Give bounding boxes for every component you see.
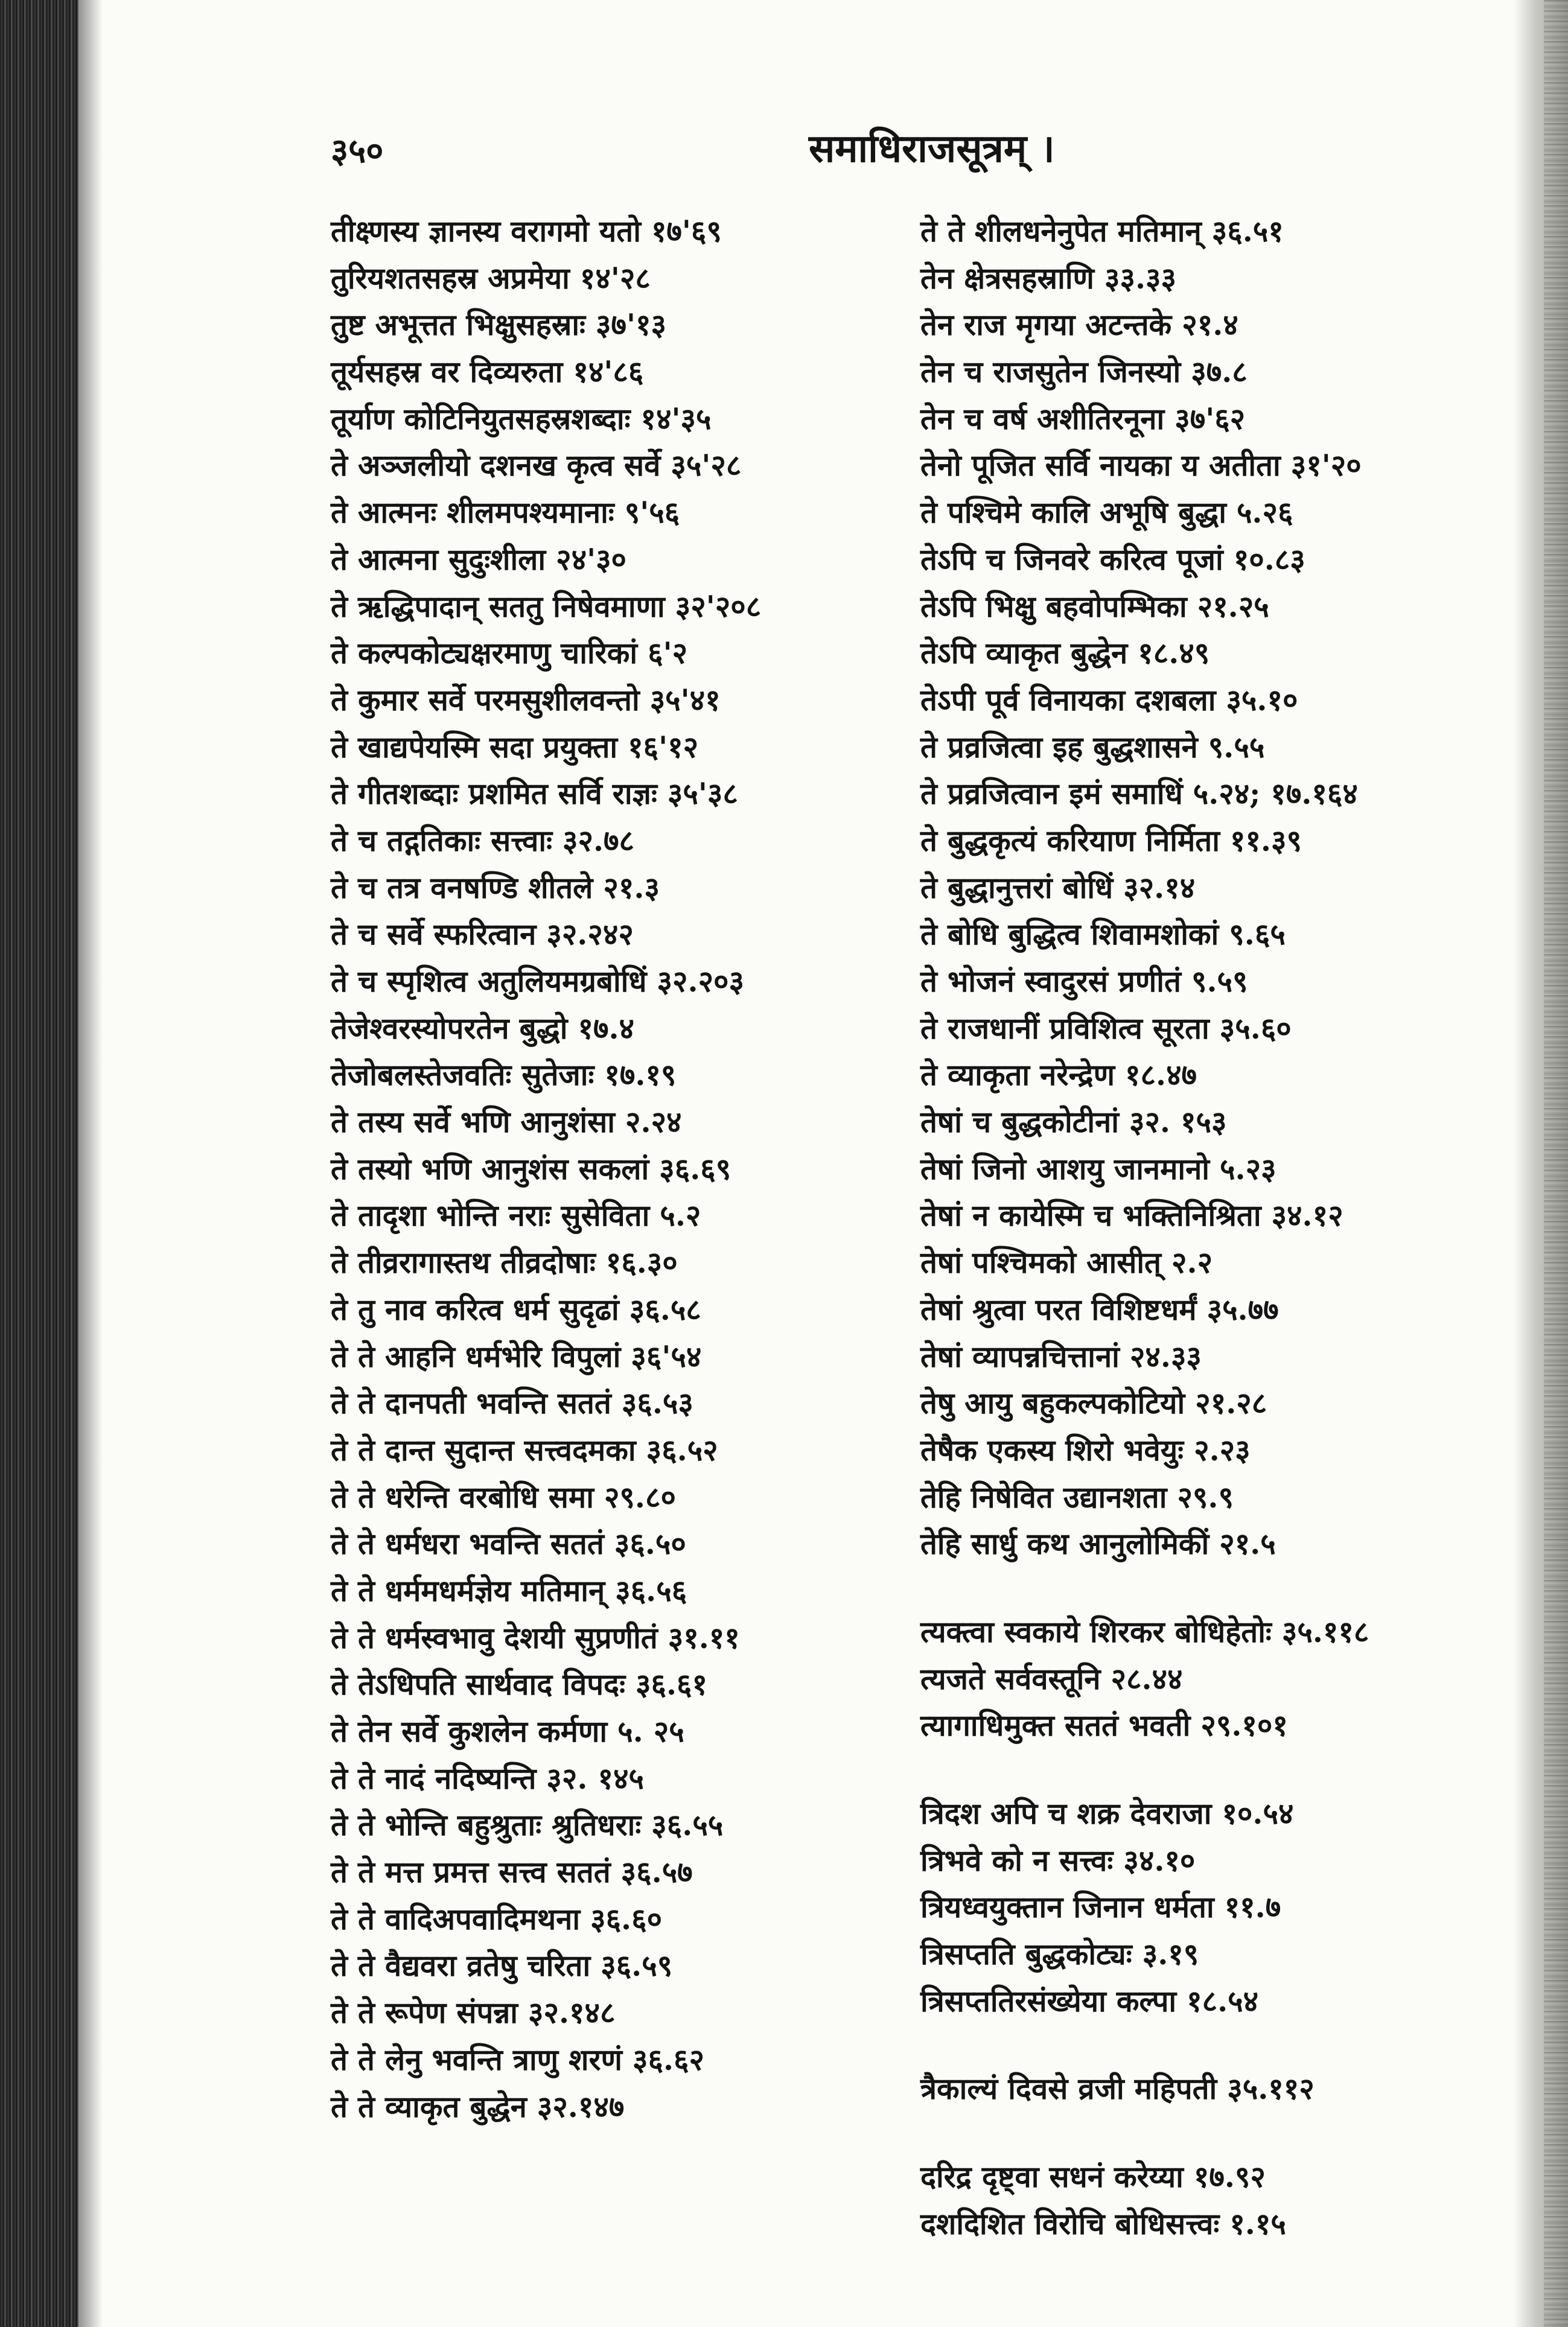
index-entry: तेन च वर्ष अशीतिरनूना ३७'६२ [920, 401, 1246, 436]
index-entry: ते भोजनं स्वादुरसं प्रणीतं ९.५९ [920, 964, 1248, 999]
group-separator [920, 1568, 1524, 1609]
index-entry: तुष्ट अभूत्तत भिक्षुसहस्राः ३७'१३ [331, 307, 666, 343]
index-entry: ते ते मत्त प्रमत्त सत्त्व सततं ३६.५७ [331, 1854, 693, 1890]
scan-right-texture [1544, 0, 1568, 2327]
index-entry: ते ते धर्मस्वभावु देशयी सुप्रणीतं ३१.११ [331, 1620, 740, 1655]
index-entry: ते तादृशा भोन्ति नराः सुसेविता ५.२ [331, 1198, 701, 1234]
index-entry: ते तेऽधिपति सार्थवाद विपदः ३६.६१ [331, 1667, 708, 1702]
index-entry: त्रिदश अपि च शक्र देवराजा १०.५४ [920, 1796, 1294, 1831]
index-entry: ते आत्मना सुदुःशीला २४'३० [331, 541, 627, 577]
index-entry: तेऽपि च जिनवरे करित्व पूजां १०.८३ [920, 541, 1305, 577]
index-column-right [920, 208, 1524, 2248]
index-entry: ते पश्चिमे कालि अभूषि बुद्धा ५.२६ [920, 495, 1293, 530]
scan-left-shadow [78, 0, 103, 2327]
group-separator [920, 2025, 1524, 2066]
index-entry: तूर्यसहस्र वर दिव्यरुता १४'८६ [331, 354, 644, 390]
index-entry: ते ते नादं नदिष्यन्ति ३२. १४५ [331, 1760, 644, 1796]
index-entry: ते ते भोन्ति बहुश्रुताः श्रुतिधराः ३६.५५ [331, 1807, 724, 1843]
index-entry: ते आत्मनः शीलमपश्यमानाः ९'५६ [331, 495, 680, 530]
index-entry: ते ते धर्मधरा भवन्ति सततं ३६.५० [331, 1526, 686, 1562]
index-entry: ते तस्यो भणि आनुशंस सकलां ३६.६९ [331, 1151, 731, 1186]
index-entry: तुरियशतसहस्र अप्रमेया १४'२८ [331, 260, 651, 296]
index-entry: तेषां न कायेस्मि च भक्तिनिश्रिता ३४.१२ [920, 1198, 1343, 1234]
index-entry: ते तस्य सर्वे भणि आनुशंसा २.२४ [331, 1104, 682, 1140]
index-entry: ते ते लेनु भवन्ति त्राणु शरणं ३६.६२ [331, 2042, 704, 2077]
scan-left-edge [0, 0, 78, 2327]
index-entry: ते तु नाव करित्व धर्म सुदृढां ३६.५८ [331, 1291, 701, 1327]
index-entry: तेषां व्यापन्नचित्तानां २४.३३ [920, 1339, 1202, 1374]
group-separator [920, 1749, 1524, 1791]
index-entry: ते अञ्जलीयो दशनख कृत्व सर्वे ३५'२८ [331, 448, 742, 483]
index-entry: दरिद्र दृष्ट्वा सधनं करेय्या १७.९२ [920, 2159, 1266, 2195]
index-entry: ते तेन सर्वे कुशलेन कर्मणा ५. २५ [331, 1714, 684, 1749]
index-column-left [331, 208, 874, 2130]
index-entry: ते ते दानपती भवन्ति सततं ३६.५३ [331, 1386, 693, 1421]
index-entry: त्रिसप्ततिरसंख्येया कल्पा १८.५४ [920, 1983, 1259, 2019]
index-entry: ते बुद्धकृत्यं करियाण निर्मिता ११.३९ [920, 823, 1302, 858]
index-entry: ते खाद्यपेयस्मि सदा प्रयुक्ता १६'१२ [331, 729, 699, 765]
page-title: समाधिराजसूत्रम् । [809, 126, 1055, 171]
index-entry: तेऽपी पूर्व विनायका दशबला ३५.१० [920, 682, 1298, 718]
index-entry: तेहि निषेवित उद्यानशता २९.९ [920, 1479, 1234, 1515]
page-number: ३५० [331, 131, 384, 171]
index-entry: ते राजधानीं प्रविशित्व सूरता ३५.६० [920, 1010, 1292, 1046]
index-entry: ते कुमार सर्वे परमसुशीलवन्तो ३५'४१ [331, 682, 721, 718]
index-entry: तेषु आयु बहुकल्पकोटियो २१.२८ [920, 1386, 1267, 1421]
index-entry: ते व्याकृता नरेन्द्रेण १८.४७ [920, 1057, 1197, 1093]
index-entry: ते ते रूपेण संपन्ना ३२.१४८ [331, 1995, 616, 2031]
index-entry: ते बुद्धानुत्तरां बोधिं ३२.१४ [920, 870, 1196, 905]
index-entry: त्रैकाल्यं दिवसे व्रजी महिपती ३५.११२ [920, 2071, 1315, 2107]
index-entry: तेऽपि व्याकृत बुद्धेन १८.४९ [920, 635, 1210, 671]
index-entry: तेन क्षेत्रसहस्राणि ३३.३३ [920, 260, 1176, 296]
index-entry: तेहि सार्धु कथ आनुलोमिकीं २१.५ [920, 1526, 1276, 1562]
index-entry: तीक्ष्णस्य ज्ञानस्य वरागमो यतो १७'६९ [331, 214, 722, 249]
index-entry: त्यक्त्वा स्वकाये शिरकर बोधिहेतोः ३५.११८ [920, 1614, 1369, 1649]
index-entry: ते बोधि बुद्धित्व शिवामशोकां ९.६५ [920, 917, 1286, 952]
index-entry: तेजेश्वरस्योपरतेन बुद्धो १७.४ [331, 1010, 635, 1046]
index-entry: तेऽपि भिक्षु बहवोपम्भिका २१.२५ [920, 588, 1269, 624]
index-entry: ते ते धर्ममधर्मज्ञेय मतिमान् ३६.५६ [331, 1573, 687, 1608]
index-entry: तेन राज मृगया अटन्तके २१.४ [920, 307, 1238, 343]
index-entry: तूर्याण कोटिनियुतसहस्रशब्दाः १४'३५ [331, 401, 712, 436]
index-entry: तेषां श्रुत्वा परत विशिष्टधर्मं ३५.७७ [920, 1291, 1279, 1327]
index-entry: ते ते वैद्यवरा व्रतेषु चरिता ३६.५९ [331, 1948, 673, 1984]
index-entry: ते च तत्र वनषण्डि शीतले २१.३ [331, 870, 660, 905]
index-entry: तेषां पश्चिमको आसीत् २.२ [920, 1245, 1213, 1281]
index-entry: तेजोबलस्तेजवतिः सुतेजाः १७.१९ [331, 1057, 677, 1093]
index-entry: ते ते धरेन्ति वरबोधि समा २९.८० [331, 1479, 676, 1515]
index-entry: ते च तद्गतिकाः सत्त्वाः ३२.७८ [331, 823, 635, 858]
index-entry: तेनो पूजित सर्वि नायका य अतीता ३१'२० [920, 448, 1362, 483]
index-entry: त्यागाधिमुक्त सततं भवती २९.१०१ [920, 1708, 1288, 1743]
index-entry: ते तीव्ररागास्तथ तीव्रदोषाः १६.३० [331, 1245, 678, 1281]
index-entry: तेषैक एकस्य शिरो भवेयुः २.२३ [920, 1432, 1251, 1468]
index-entry: त्रिभवे को न सत्त्वः ३४.१० [920, 1842, 1196, 1878]
index-entry: ते ते दान्त सुदान्त सत्त्वदमका ३६.५२ [331, 1432, 718, 1468]
index-entry: त्रिसप्तति बुद्धकोट्यः ३.१९ [920, 1937, 1199, 1972]
index-entry: ते ते व्याकृत बुद्धेन ३२.१४७ [331, 2089, 625, 2124]
index-entry: ते गीतशब्दाः प्रशमित सर्वि राज्ञः ३५'३८ [331, 776, 738, 812]
index-entry: तेषां च बुद्धकोटीनां ३२. १५३ [920, 1104, 1227, 1140]
index-entry: दशदिशित विरोचि बोधिसत्त्वः १.१५ [920, 2206, 1286, 2241]
index-entry: ते च सर्वे स्फरित्वान ३२.२४२ [331, 917, 634, 952]
index-entry: ते ऋद्धिपादान् सततु निषेवमाणा ३२'२०८ [331, 588, 762, 624]
index-entry: ते प्रव्रजित्वा इह बुद्धशासने ९.५५ [920, 729, 1265, 765]
index-entry: तेषां जिनो आशयु जानमानो ५.२३ [920, 1151, 1276, 1186]
index-entry: ते प्रव्रजित्वान इमं समाधिं ५.२४; १७.१६४ [920, 776, 1358, 812]
index-entry: ते च स्पृशित्व अतुलियमग्रबोधिं ३२.२०३ [331, 964, 745, 999]
index-entry: ते कल्पकोट्यक्षरमाणु चारिकां ६'२ [331, 635, 688, 671]
index-entry: ते ते शीलधनेनुपेत मतिमान् ३६.५१ [920, 214, 1284, 249]
index-entry: तेन च राजसुतेन जिनस्यो ३७.८ [920, 354, 1248, 390]
group-separator [920, 2113, 1524, 2154]
index-entry: त्रियध्वयुक्तान जिनान धर्मता ११.७ [920, 1889, 1281, 1925]
index-entry: ते ते वादिअपवादिमथना ३६.६० [331, 1901, 663, 1937]
index-entry: ते ते आहनि धर्मभेरि विपुलां ३६'५४ [331, 1339, 702, 1374]
index-entry: त्यजते सर्ववस्तूनि २८.४४ [920, 1661, 1183, 1696]
